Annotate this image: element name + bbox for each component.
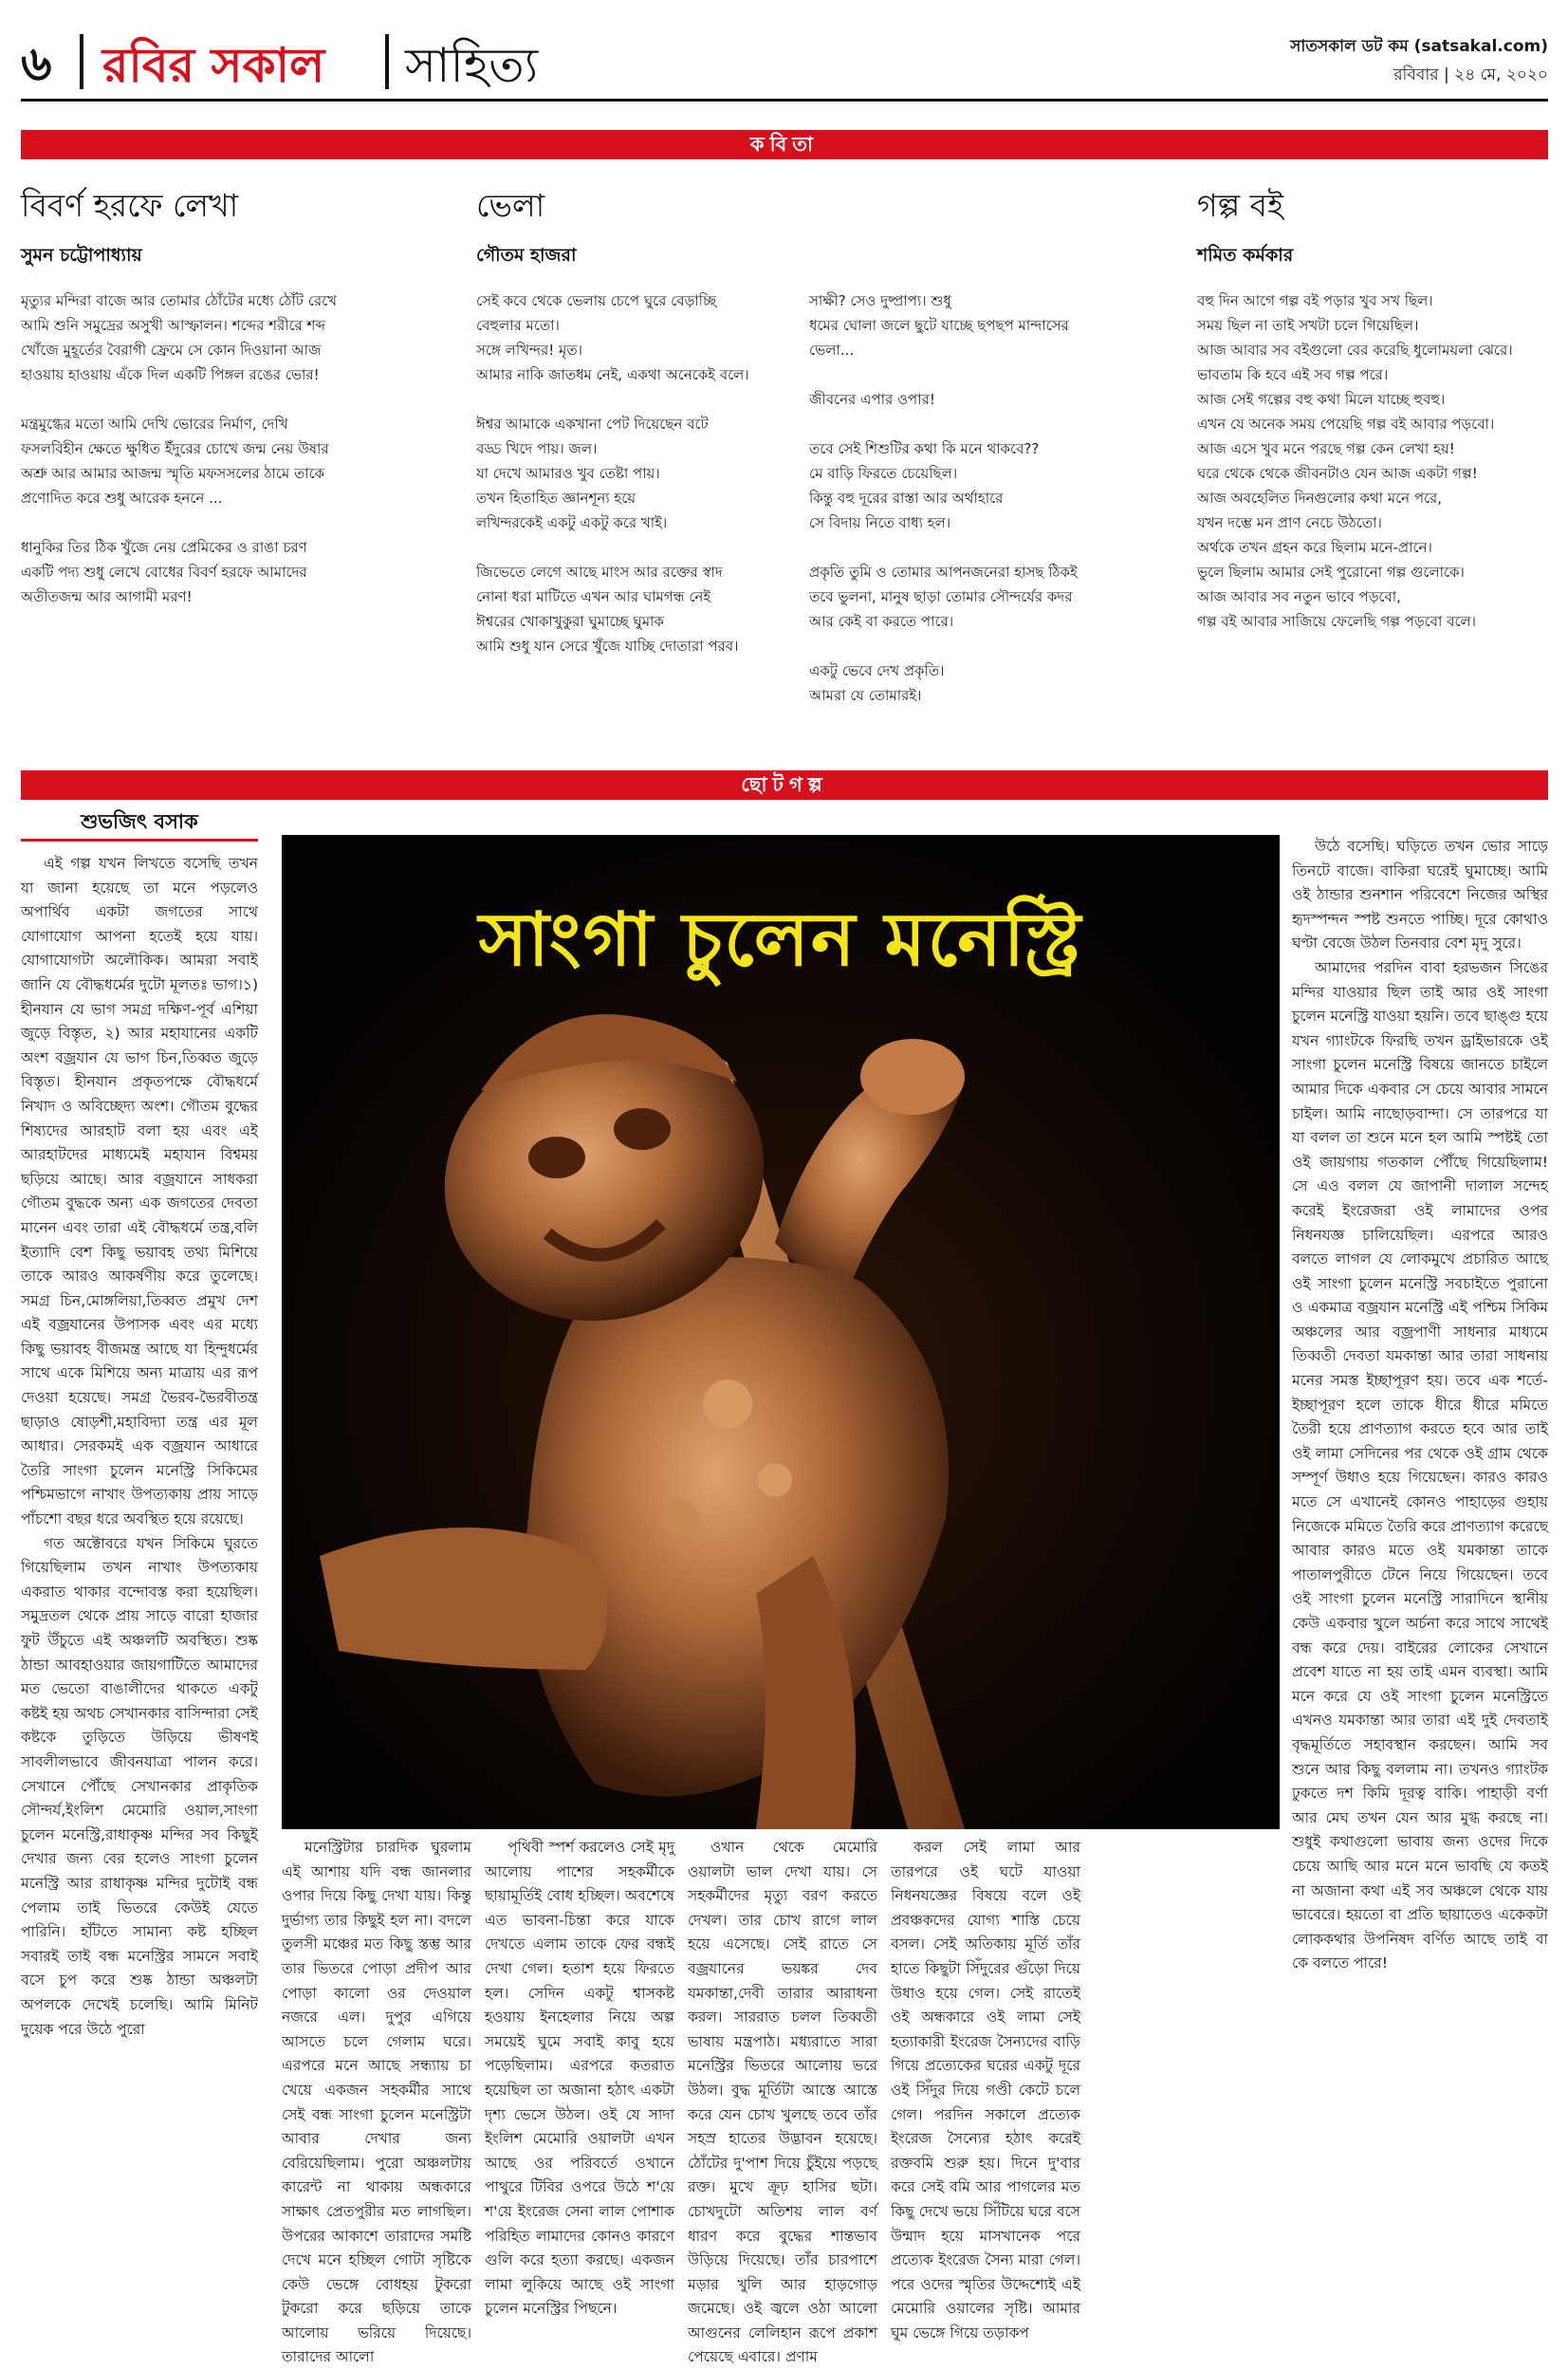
poem-line: ঈশ্বরের খোকাখুকুরা ঘুমাচ্ছে ঘুমাক <box>476 613 664 630</box>
story-paragraph: গত অক্টোবরে যখন সিকিমে ঘুরতে গিয়েছিলাম তখন নাখাং উপত্যকায় একরাত থাকার বন্দোবস্ত করা হয়েছিল। সমুদ্রতল থেকে প্রায় সাড়ে বারো হাজার ফুট উঁচুতে এই অঞ্চলটি অবস্থিত। শুষ্ক ঠান্ডা আবহাওয়ার জায়গাটিতে আমাদের মত ভেতো বাঙালীদের থাকতে একটু কষ্টই হয় অথচ সেখানকার বাসিন্দারা সেই কষ্টকে তুড়িতে উড়িয়ে ভীষণই সাবলীলভাবে জীবনযাত্রা পালন করে। সেখানে পৌঁছে সেখানকার প্রাকৃতিক সৌন্দর্য,ইংলিশ মেমোরি ওয়াল,সাংগা চুলেন মনেস্ট্রি,রাধাকৃষ্ণ মন্দির সব কিছুই দেখার জন্য বের হলেও সাংগা চুলেন মনেস্ট্রি আর রাধাকৃষ্ণ মন্দির দুটোই বন্ধ পেলাম তাই ভিতরে কেউই যেতে পারিনি। হাঁটতে সামান্য কষ্ট হচ্ছিল সবারই তাই বন্ধ মনেস্ট্রির সামনে সবাই বসে চুপ করে শুষ্ক ঠান্ডা অঞ্চলটা অপলকে দেখেই চলেছি। আমি মিনিট দুয়েক পরে উঠে পুরো <box>21 1534 258 2038</box>
poem-line: একটু ভেবে দেখ প্রকৃতি। <box>809 662 945 679</box>
stanza-break <box>21 387 448 412</box>
story-column <box>21 852 258 2327</box>
poem-line: হাওয়ায় হাওয়ায় এঁকে দিল একটি পিঙ্গল রঙের ভোর! <box>21 366 320 383</box>
poem-line: বড্ড খিদে পায়। জল। <box>476 440 598 457</box>
story-column <box>688 1836 877 2366</box>
poem-line: কিন্তু বহু দূরের রাস্তা আর অর্থাহারে <box>809 490 1004 507</box>
paper-name: রবির সকাল <box>102 37 325 93</box>
poem-line: ভাবতাম কি হবে এই সব গল্প পরে। <box>1197 366 1389 383</box>
poem-line: আজ আবার সব নতুন ভাবে পড়বো, <box>1197 588 1401 605</box>
poem-line: আজ সেই গল্পের বহু কথা মিলে যাচ্ছে হুবহু। <box>1197 391 1446 408</box>
poem-line: যখন দম্ভে মন প্রাণ নেচে উঠতো। <box>1197 514 1382 531</box>
masthead <box>21 21 1548 99</box>
poem-line: আর কেই বা করতে পারে। <box>809 613 954 630</box>
stanza-break <box>809 412 1122 436</box>
poem-line: বহু দিন আগে গল্প বই পড়ার খুব সখ ছিল। <box>1197 292 1433 309</box>
poem-line: অর্থকে তখন গ্রহন করে ছিলাম মনে-প্রানে। <box>1197 539 1432 556</box>
poem-line: মে বাড়ি ফিরতে চেয়েছিল। <box>809 465 958 482</box>
story-paragraph: আমাদের পরদিন বাবা হরভজন সিঙের মন্দির যাওয়ার ছিল তাই আর ওই সাংগা চুলেন মনেস্ট্রি যাওয়া হয়নি। তবে ছাঙ্গু হয়ে যখন গ্যাংটকে ফিরছি তখন ড্রাইভারকে ওই সাংগা চুলেন মনেস্ট্রি বিষয়ে জানতে চাইলে আমার দিকে একবার সে চেয়ে আবার সামনে চাইল। আমি নাছোড়বান্দা। সে তারপরে যা যা বলল তা শুনে মনে হল আমি স্পষ্টই তো ওই জায়গায় গতকাল পৌঁছে গিয়েছিলাম! সে এও বলল যে জাপানী দালাল সন্দেহ করেই ইংরেজরা ওই লামাদের ওপর নিধনযজ্ঞ চালিয়েছিল। এরপরে আরও বলতে লাগল যে লোকমুখে প্রচারিত আছে ওই সাংগা চুলেন মনেস্ট্রি সবচাইতে পুরানো ও একমাত্র বজ্রযান মনেস্ট্রি এই পশ্চিম সিকিম অঞ্চলের আর বজ্রপাণী সাধনার মাধ্যমে তিব্বতী দেবতা যমকান্তা আর তারা সাধনায় মনের সমস্ত ইচ্ছাপূরণ হয়। তবে এক শর্তে- ইচ্ছাপূরণ হলে তাকে ধীরে ধীরে মমিতে তৈরী হয়ে প্রাণত্যাগ করতে হবে আর তাই ওই লামা সেদিনের পর থেকে ওই গ্রাম থেকে সম্পূর্ণ উধাও হয়ে গিয়েছেন। কারও কারও মতে সে এখানেই কোনও পাহাড়ের গুহায় নিজেকে মমিতে তৈরি করে প্রাণত্যাগ করেছে আবার কারও মতে ওই যমকান্তা তাকে পাতালপুরীতে টেনে নিয়ে গিয়েছেন। তবে ওই সাংগা চুলেন মনেস্ট্রি সারাদিনে স্থানীয় কেউ একবার খুলে অর্চনা করে সাথে সাথেই বন্ধ করে দেয়। বাইরের লোকের সেখানে প্রবেশ যাতে না হয় তাই এমন ব্যবস্থা। আমি মনে করে যে ওই সাংগা চুলেন মনেস্ট্রিতে এখনও যমকান্তা আর তারা এই দুই দেবতাই বৃদ্ধমূর্তিতে সহাবস্থান করছেন। আমি সব শুনে আর কিছু বললাম না। তখনও গ্যাংটক ঢুকতে দশ কিমি দূরত্ব বাকি। পাহাড়ী বর্ণা আর মেঘ তখন যেন আর মুগ্ধ করছে না। শুধুই কথাগুলো ভাবায় জন্য ওদের দিকে চেয়ে আছি আর মনে মনে ভাবছি যে কতই না অজানা কথা এই সব অঞ্চলে থেকে যায় ভাবেরে। হয়তো বা প্রতি ছায়াতেও একেকটা লোককথার উপনিষদ বর্ণিত আছে তাই বা কে বলতে পারে! <box>1292 958 1548 1972</box>
poem-title: বিবর্ণ হরফে লেখা <box>21 187 239 224</box>
poem-line: অতীতজন্ম আর আগামী মরণ! <box>21 588 193 605</box>
story-column <box>485 1836 674 2329</box>
section-banner-poems: কবিতা <box>21 130 1548 159</box>
poem-line: তবে ভুলনা, মানুষ ছাড়া তোমার সৌন্দর্যের কদর <box>809 588 1073 605</box>
poem-line: সে বিদায় নিতে বাধ্য হল। <box>809 514 951 531</box>
poem-line: ধমের ঘোলা জলে ছুটে যাচ্ছে ছপছপ মান্দাসের <box>809 317 1069 334</box>
stanza-break <box>809 362 1122 387</box>
poem-line: লখিন্দরকেই একটু একটু করে খাই। <box>476 514 668 531</box>
stanza-break <box>21 510 448 535</box>
poem-line: ভুলে ছিলাম আমার সেই পুরোনো গল্প গুলোকে। <box>1197 564 1465 581</box>
poem-line: প্রকৃতি তুমি ও তোমার আপনজনেরা হাসছ ঠিকই <box>809 564 1078 581</box>
story-headline: সাংগা চুলেন মনেস্ট্রি <box>478 898 1083 983</box>
poem-line: ঘরে থেকে থেকে জীবনটাও যেন আজ একটা গল্প! <box>1197 465 1478 482</box>
author-underline <box>21 839 258 842</box>
stanza-break <box>476 535 770 560</box>
poem-line: অশ্রু আর আমার আজন্ম স্মৃতি মফসসলের ঠামে তাকে <box>21 465 325 482</box>
poem-line: মৃত্যুর মন্দিরা বাজে আর তোমার ঠোঁটের মধ্যে ঠোঁট রেখে <box>21 292 337 309</box>
page-number: ৬ <box>21 35 52 91</box>
masthead-divider <box>385 34 389 89</box>
site-name: সাতসকাল ডট কম (satsakal.com) <box>1290 37 1548 56</box>
poem-author: সুমন চট্টোপাধ্যায় <box>21 245 142 266</box>
poem-line: এখন যে অনেক সময় পেয়েছি গল্প বই আবার পড়বো। <box>1197 416 1495 433</box>
poem-author: গৌতম হাজরা <box>476 245 577 266</box>
poem-line: আজ এসে খুব মনে পরছে গল্প কেন লেখা হয়! <box>1197 440 1455 457</box>
poem-line: ঈশ্বর আমাকে একখানা পেট দিয়েছেন বটে <box>476 416 709 433</box>
poem-line: আমরা যে তোমারই। <box>809 687 922 704</box>
poem-line: খোঁজে মুহূর্তের বৈরাগী ফ্রেমে সে কোন দিওয়ানা আজ <box>21 342 322 359</box>
poem-line: আজ অবহেলিত দিনগুলোর কথা মনে পরে, <box>1197 490 1443 507</box>
poem-line: সময় ছিল না তাই সখটা চলে গিয়েছিল। <box>1197 317 1419 334</box>
masthead-divider <box>80 34 83 89</box>
poem-line: আমার নাকি জাতধম নেই, একথা অনেকেই বলে। <box>476 366 749 383</box>
story-photo <box>282 835 1280 1829</box>
poem-line: সঙ্গে লখিন্দর! মৃত। <box>476 342 582 359</box>
issue-date: রবিবার | ২৪ মে, ২০২০ <box>1393 65 1548 84</box>
story-paragraph: ওখান থেকে মেমোরি ওয়ালটা ভাল দেখা যায়। সে সহকর্মীদের মৃত্যু বরণ করতে দেখল। তার চোখ রাগে লাল হয়ে এসেছে। সেই রাতে সে বজ্রযানের ভয়ঙ্কর দেব যমকান্তা,দেবী তারার আরাধনা করল। সাররাত চলল তিব্বতী ভাষায় মন্ত্রপাঠ। মধ্যরাতে সারা মনেস্ট্রির ভিতরে আলোয় ভরে উঠল। বুদ্ধ মূর্তিটা আস্তে আস্তে করে যেন চোখ খুলছে তবে তাঁর সহস্র হাতের উদ্ভাবন হয়েছে। ঠোঁটের দু'পাশ দিয়ে চুঁইয়ে পড়ছে রক্ত। মুখে ক্রূঢ় হাসির ছটা। চোখদুটো অতিশয় লাল বর্ণ ধারণ করে বুদ্ধের শান্তভাব উড়িয়ে দিয়েছে। তাঁর চারপাশে মড়ার খুলি আর হাড়গোড় জমেছে। ওই জ্বলে ওঠা আলো আগুনের লেলিহান রূপে প্রকাশ পেয়েছে এবারে। প্রণাম <box>688 1839 877 2366</box>
poem-line: প্রণোদিত করে শুধু আরেক হননে ... <box>21 490 223 507</box>
poem-body <box>21 288 448 609</box>
stanza-break <box>809 634 1122 658</box>
story-column <box>891 1836 1080 2342</box>
poem-line: বেহুলার মতো। <box>476 317 560 334</box>
poem-line: তখন হিতাহিত জ্ঞানশূন্য হয়ে <box>476 490 636 507</box>
poem-line: গল্প বই আবার সাজিয়ে ফেলেছি গল্প পড়বো বলে। <box>1197 613 1477 630</box>
poem-line: সাক্ষী? সেও দুষ্প্রাপ্য। শুধু <box>809 292 951 309</box>
story-paragraph: মনেস্ট্রিটার চারদিক ঘুরলাম এই আশায় যদি বন্ধ জানলার ওপার দিয়ে কিছু দেখা যায়। কিন্তু দুর্ভাগ্য তার কিছুই হল না। বদলে তুলসী মঞ্চের মত কিছু স্তম্ভ আর তার ভিতরে পোড়া প্রদীপ আর পোড়া কালো ওর দেওয়াল নজরে এল। দুপুর এগিয়ে আসতে চলে গেলাম ঘরে। এরপরে মনে আছে সন্ধ্যায় চা খেয়ে একজন সহকর্মীর সাথে সেই বন্ধ সাংগা চুলেন মনেস্ট্রিটা আবার দেখার জন্য বেরিয়েছিলাম। পুরো অঞ্চলটায় কারেন্ট না থাকায় অন্ধকারে সাক্ষাৎ প্রেতপুরীর মত লাগছিল। উপরের আকাশে তারাদের সমষ্টি দেখে মনে হচ্ছিল গোটা সৃষ্টিকে কেউ ভেঙ্গে বোধহয় টুকরো টুকরো করে ছড়িয়ে তাকে আলোয় ভরিয়ে দিয়েছে। তারাদের আলো <box>282 1839 471 2366</box>
poem-line: আজ আবার সব বইগুলো বের করেছি ধুলোময়লা ঝেরে। <box>1197 342 1513 359</box>
story-paragraph: এই গল্প যখন লিখতে বসেছি তখন যা জানা হয়েছে তা মনে পড়লেও অপার্থিব একটা জগতের সাথে যোগাযোগ আপনা হতেই হয়ে যায়। যোগাযোগটা অলৌকিক। আমরা সবাই জানি যে বৌদ্ধধর্মের দুটো মূলতঃ ভাগ।১) হীনযান যে ভাগ সমগ্র দক্ষিণ-পূর্ব এশিয়া জুড়ে বিস্তৃত, ২) আর মহাযানের একটি অংশ বজ্রযান যে ভাগ চিন,তিব্বত জুড়ে বিস্তৃত। হীনযান প্রকৃতপক্ষে বৌদ্ধধর্মে নিখাদ ও অবিচ্ছেদ্য অংশ। গৌতম বুদ্ধের শিষ্যদের আরহাট বলা হয় এবং এই আরহাটদের মাধ্যমেই মহাযান বিশ্বময় ছড়িয়ে আছে। আর বজ্রযানে সাধকরা গৌতম বুদ্ধকে অন্য এক জগতের দেবতা মানেন এবং তারা এই বৌদ্ধধর্মে তন্ত্র,বলি ইত্যাদি বেশ কিছু ভয়াবহ তথ্য মিশিয়ে তাকে আরও আকর্ষণীয় করে তুলেছে। সমগ্র চিন,মোঙ্গলিয়া,তিব্বত প্রমুখ দেশ এই বজ্রযানের উপাসক এবং এর মধ্যে কিছু ভয়াবহ বীজমন্ত্র আছে যা হিন্দুধর্মের সাথে একে মিশিয়ে অন্য মাত্রায় এর রূপ দেওয়া হয়েছে। সমগ্র ভৈরব-ভৈরবীতন্ত্র ছাড়াও ষোড়শী,মহাবিদ্যা তন্ত্র এর মূল আধার। সেরকমই এক বজ্রযান আধারে তৈরি সাংগা চুলেন মনেস্ট্রি সিকিমের পশ্চিমভাগে নাখাং উপত্যকায় প্রায় সাড়ে পাঁচশো বছর ধরে অবস্থিত হয়ে রয়েছে। <box>21 855 258 1528</box>
story-paragraph: পৃথিবী স্পর্শ করলেও সেই মৃদু আলোয় পাশের সহকর্মীকে ছায়ামূর্তিই বোধ হচ্ছিল। অবশেষে এত ভাবনা-চিন্তা করে যাকে দেখতে এলাম তাকে ফের বন্ধই দেখা গেল। হতাশ হয়ে ফিরতে হল। সেদিন একটু শ্বাসকষ্ট হওয়ায় ইনহেলার নিয়ে অল্প সময়েই ঘুমে সবাই কাবু হয়ে পড়েছিলাম। এরপরে কতরাত হয়েছিল তা অজানা হঠাৎ একটা দৃশ্য ভেসে উঠল। ওই যে সাদা ইংলিশ মেমোরি ওয়ালটা এখন আছে ওর পরিবর্তে ওখানে পাথুরে টিবির ওপরে উঠে শ'য়ে শ'য়ে ইংরেজ সেনা লাল পোশাক পরিহিত লামাদের কোনও কারণে গুলি করে হত্যা করছে। একজন লামা লুকিয়ে আছে ওই সাংগা চুলেন মনেস্ট্রির পিছনে। <box>485 1839 674 2318</box>
poem-body <box>476 288 770 658</box>
poem-line: ভেলা... <box>809 342 855 359</box>
story-author: শুভজিৎ বসাক <box>81 810 198 833</box>
poem-line: যা দেখে আমারও খুব তেষ্টা পায়। <box>476 465 660 482</box>
poem-line: আমি শুধু যান সেরে খুঁজে যাচ্ছি দোতারা পরব। <box>476 638 739 655</box>
poem-line: মন্ত্রমুগ্ধের মতো আমি দেখি ভোরের নির্মাণ, দেখি <box>21 416 288 433</box>
story-column <box>1292 835 1548 2327</box>
poem-line: জীবনের এপার ওপার! <box>809 391 935 408</box>
poem-title: ভেলা <box>476 187 545 224</box>
poem-line: আমি শুনি সমুদ্রের অসুখী আস্ফালন। শব্দের শরীরে শব্দ <box>21 317 325 334</box>
section-banner-story: ছোটগল্প <box>21 770 1548 800</box>
story-paragraph: উঠে বসেছি। ঘড়িতে তখন ভোর সাড়ে তিনটে বাজে। বাকিরা ঘরেই ঘুমাচ্ছে। আমি ওই ঠান্ডার শুনশান পরিবেশে নিজের অস্থির হৃদস্পন্দন স্পষ্ট শুনতে পাচ্ছি। দূরে কোথাও ঘণ্টা বেজে উঠল তিনবার বেশ মৃদু সুরে। <box>1292 838 1548 953</box>
story-column <box>282 1836 471 2366</box>
poem-line: নোনা ধরা মাটিতে এখন আর ঘামগন্ধ নেই <box>476 588 711 605</box>
stanza-break <box>809 535 1122 560</box>
poem-author: শমিত কর্মকার <box>1197 245 1294 266</box>
poem-line: ফসলবিহীন ক্ষেতে ক্ষুধিত ইঁদুরের চোখে জন্ম নেয় উষার <box>21 440 329 457</box>
poem-body-continued <box>809 288 1122 708</box>
poem-line: তবে সেই শিশুটির কথা কি মনে থাকবে?? <box>809 440 1040 457</box>
poem-line: ধানুকির তির ঠিক খুঁজে নেয় প্রেমিকের ও রাঙা চরণ <box>21 539 307 556</box>
poem-body <box>1197 288 1548 634</box>
poem-line: একটি পদ্য শুধু লেখে বোধের বিবর্ণ হরফে আমাদের <box>21 564 307 581</box>
story-paragraph: করল সেই লামা আর তারপরে ওই ঘটে যাওয়া নিধনযজ্ঞের বিষয়ে বলে ওই প্রবঞ্চকদের যোগ্য শাস্তি চেয়ে বসল। সেই অতিকায় মূর্তি তাঁর হাতে কিছুটা সিঁদুরের গুঁড়ো দিয়ে উধাও হয়ে গেল। সেই রাতেই ওই অন্ধকারে ওই লামা সেই হত্যাকারী ইংরেজ সৈন্যদের বাড়ি গিয়ে প্রত্যেকের ঘরের একটু দূরে ওই সিঁদুর দিয়ে গণ্ডী কেটে চলে গেল। পরদিন সকালে প্রত্যেক ইংরেজ সৈন্যের হঠাৎ করেই রক্তবমি শুরু হয়। দিনে দু'বার করে সেই বমি আর পাগলের মত কিছু দেখে ভয়ে সিঁটিয়ে ঘরে বসে উন্মাদ হয়ে মাসখানেক পরে প্রত্যেক ইংরেজ সৈন্য মারা গেল। পরে ওদের স্মৃতির উদ্দেশ্যেই এই মেমোরি ওয়ালের সৃষ্টি। আমার ঘুম ভেঙ্গে গিয়ে তড়াকপ <box>891 1839 1080 2342</box>
masthead-rule <box>21 99 1548 102</box>
poem-line: সেই কবে থেকে ভেলায় চেপে ঘুরে বেড়াচ্ছি <box>476 292 717 309</box>
section-name: সাহিত্য <box>405 38 539 93</box>
poem-title: গল্প বই <box>1197 187 1284 224</box>
stanza-break <box>476 387 770 412</box>
poem-line: জিভেতে লেগে আছে মাংস আর রক্তের স্বাদ <box>476 564 723 581</box>
